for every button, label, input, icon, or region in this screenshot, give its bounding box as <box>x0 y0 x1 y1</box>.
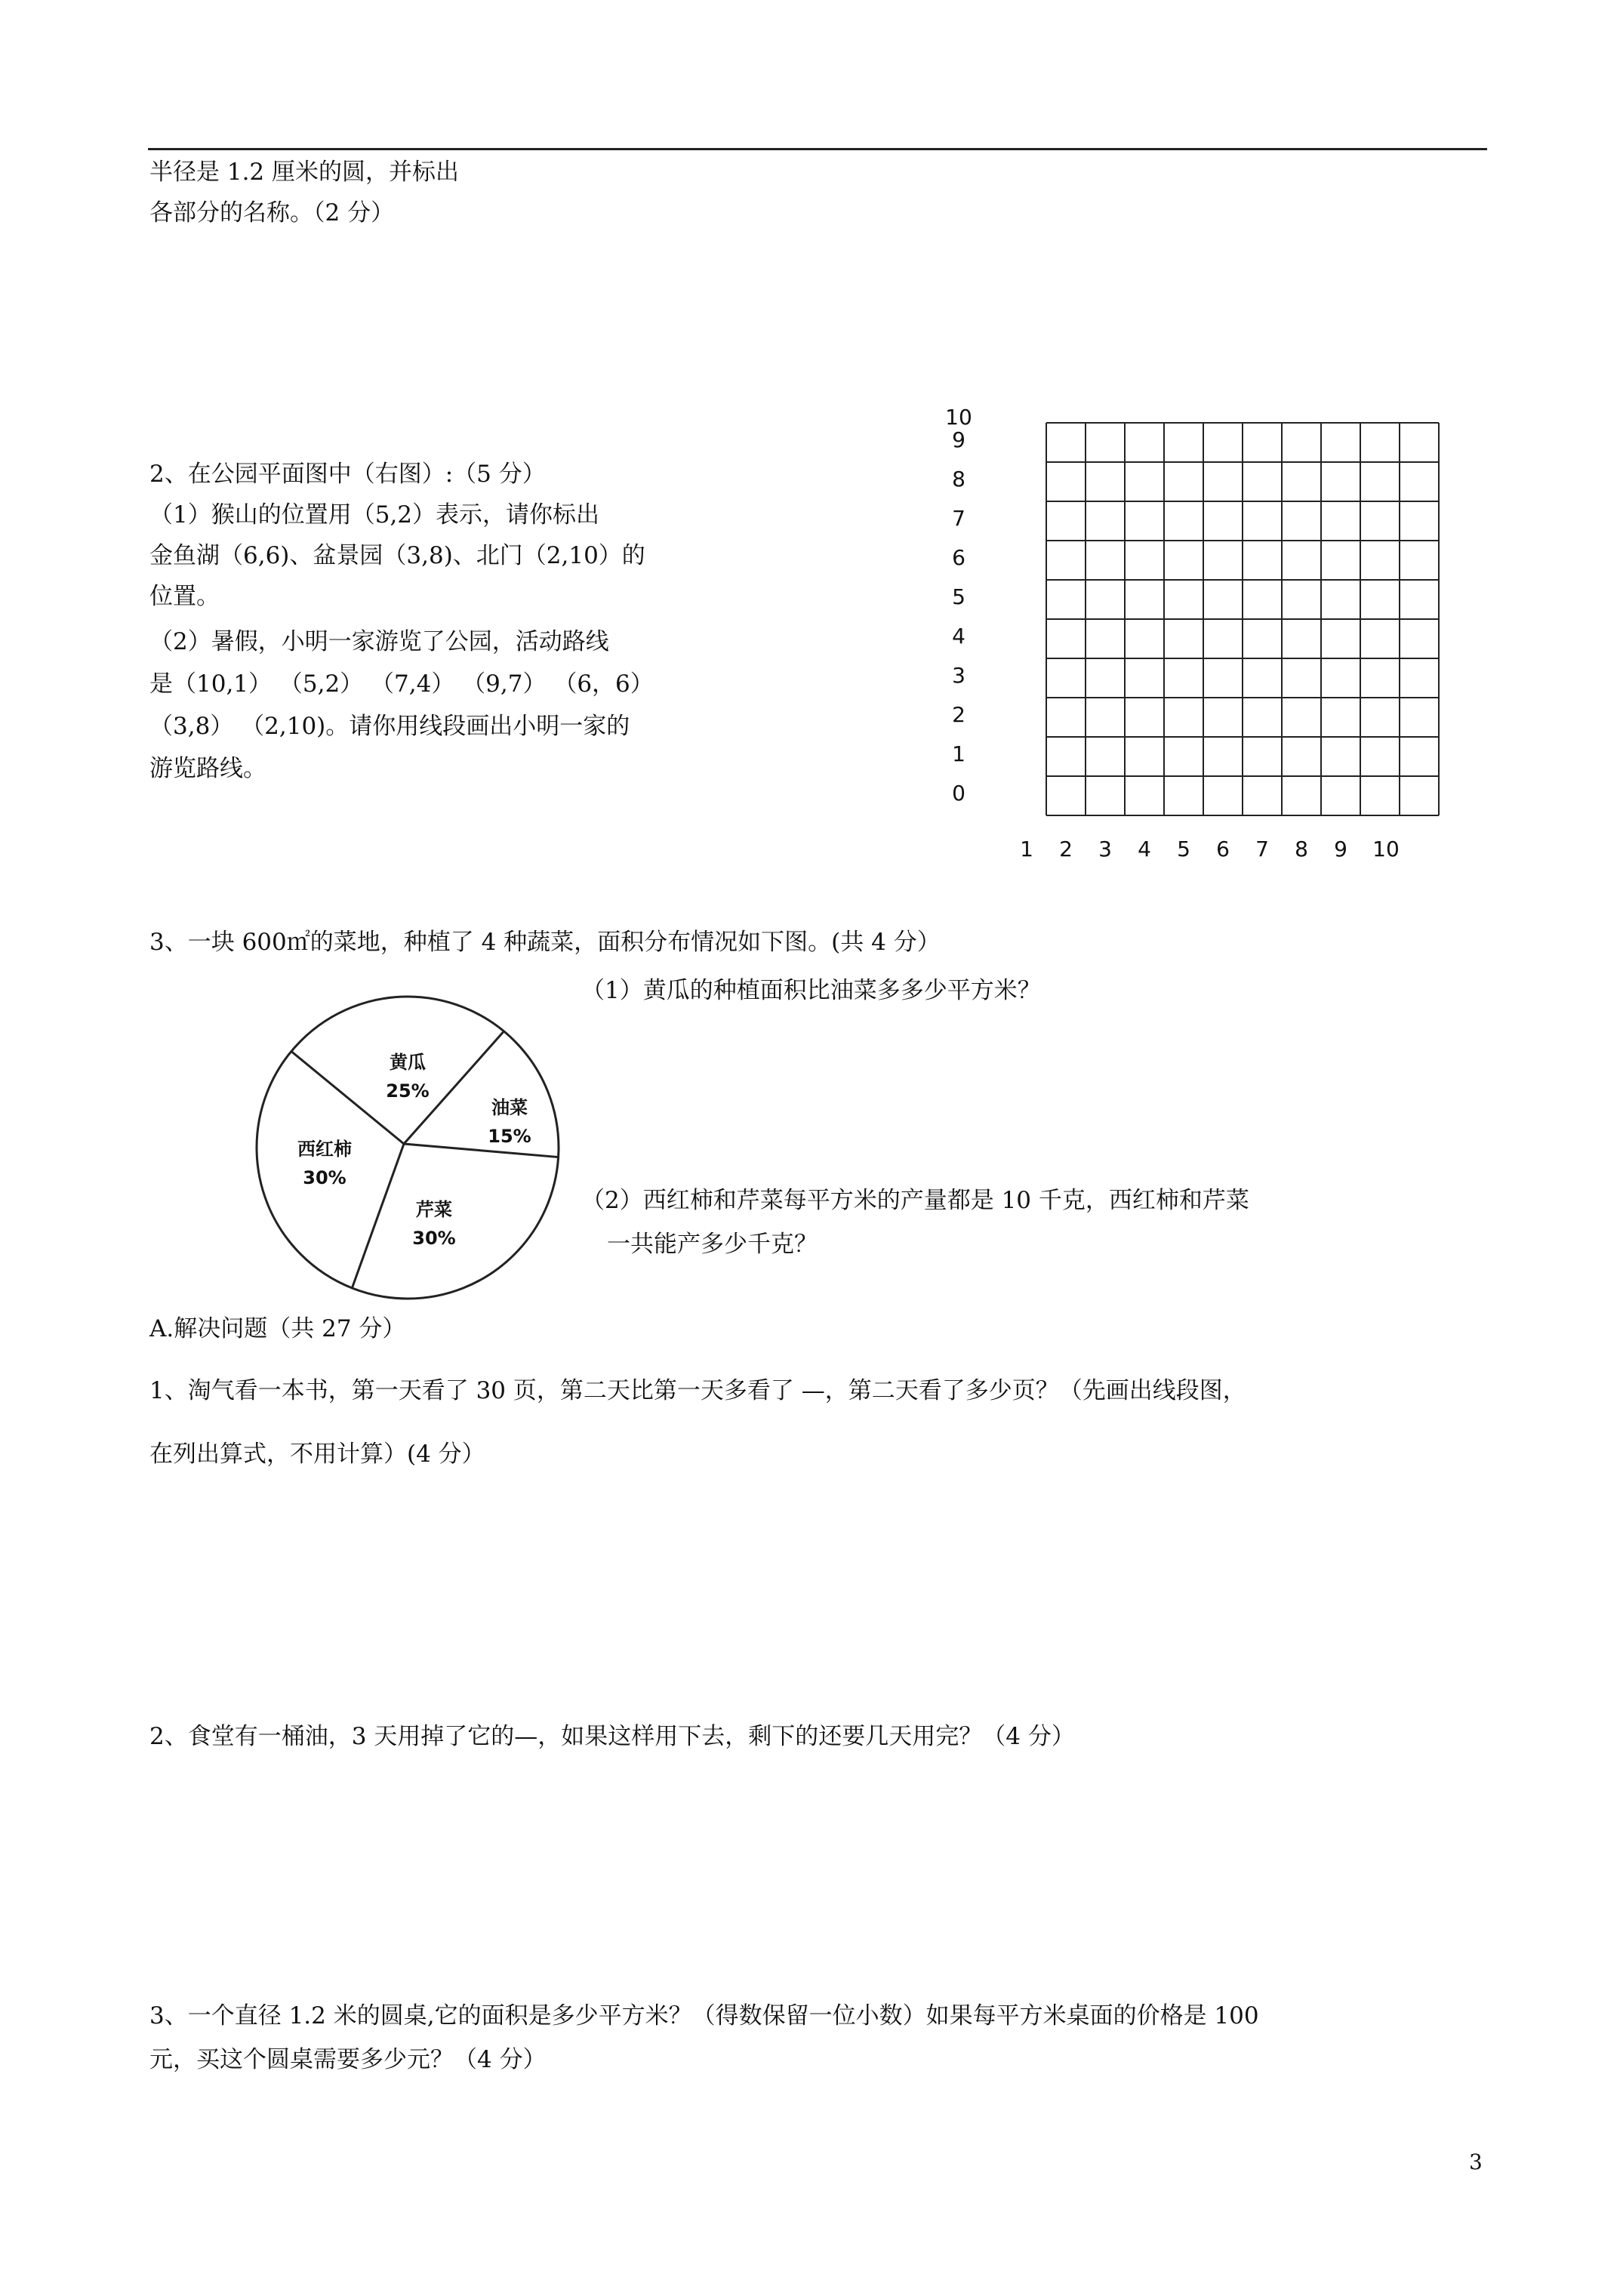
grid-x-label: 4 <box>1138 837 1151 861</box>
grid-y-label: 1 <box>952 741 965 766</box>
q1-line1: 半径是 1.2 厘米的圆，并标出 <box>149 159 460 186</box>
grid-x-label: 6 <box>1216 837 1230 861</box>
grid-y-label: 0 <box>952 781 965 806</box>
grid-y-label: 2 <box>952 702 965 727</box>
vegetable-area-pie-chart <box>249 989 566 1306</box>
pie-slice-label: 芹菜 <box>416 1199 452 1220</box>
pie-slice-label: 油菜 <box>491 1097 528 1118</box>
pie-slice-value: 30% <box>412 1228 456 1249</box>
pie-slice-value: 25% <box>386 1080 430 1102</box>
q2-line6: 是（10,1） （5,2） （7,4） （9,7） （6，6） <box>149 670 654 698</box>
q2-line7: （3,8） （2,10)。请你用线段画出小明一家的 <box>149 713 630 740</box>
grid-x-label: 5 <box>1177 837 1190 861</box>
q2-line3: 金鱼湖（6,6)、盆景园（3,8)、北门（2,10）的 <box>149 542 645 569</box>
pie-slice-value: 30% <box>303 1167 346 1188</box>
q3-sub2-line1: （2）西红柿和芹菜每平方米的产量都是 10 千克，西红柿和芹菜 <box>581 1187 1249 1214</box>
grid-x-label: 7 <box>1255 837 1269 861</box>
grid-y-label: 5 <box>952 584 965 609</box>
grid-x-label: 1 <box>1020 837 1033 861</box>
q2-line2: （1）猴山的位置用（5,2）表示，请你标出 <box>149 501 600 529</box>
q3-intro: 3、一块 600㎡的菜地，种植了 4 种蔬菜，面积分布情况如下图。(共 4 分） <box>149 929 941 956</box>
grid-y-label: 4 <box>952 624 965 649</box>
q2-line5: （2）暑假，小明一家游览了公园，活动路线 <box>149 628 609 655</box>
q2-title: 2、在公园平面图中（右图）:（5 分） <box>149 461 546 488</box>
pie-slice-label: 黄瓜 <box>390 1052 426 1073</box>
q3-sub1: （1）黄瓜的种植面积比油菜多多少平方米？ <box>581 977 1041 1004</box>
pie-slice-value: 15% <box>488 1126 531 1147</box>
q2-line4: 位置。 <box>149 583 220 610</box>
park-coordinate-grid <box>929 400 1457 868</box>
grid-y-label: 6 <box>952 545 965 570</box>
grid-y-label: 7 <box>952 506 965 531</box>
pie-slice-label: 西红柿 <box>297 1139 352 1160</box>
section-a-p3-line2: 元，买这个圆桌需要多少元？（4 分） <box>149 2046 547 2073</box>
q3-sub2-line2: 一共能产多少千克？ <box>607 1231 818 1258</box>
grid-y-label: 10 <box>945 405 972 430</box>
section-a-p2: 2、食堂有一桶油，3 天用掉了它的—，如果这样用下去，剩下的还要几天用完？（4 分） <box>149 1723 1075 1750</box>
section-a-p3-line1: 3、一个直径 1.2 米的圆桌,它的面积是多少平方米？（得数保留一位小数）如果每平方米桌面的价格是 100 <box>149 2002 1259 2029</box>
grid-y-label: 3 <box>952 663 965 688</box>
grid-x-label: 8 <box>1295 837 1308 861</box>
grid-y-label: 8 <box>952 467 965 492</box>
grid-y-label: 9 <box>952 427 965 452</box>
grid-x-label: 3 <box>1098 837 1112 861</box>
section-a-p1-line2: 在列出算式，不用计算）(4 分） <box>149 1441 485 1468</box>
section-a-title: A.解决问题（共 27 分） <box>149 1315 406 1342</box>
q2-line8: 游览路线。 <box>149 755 266 782</box>
page-number: 3 <box>1469 2150 1483 2174</box>
grid-x-label: 9 <box>1334 837 1347 861</box>
grid-x-label: 2 <box>1059 837 1073 861</box>
q1-line2: 各部分的名称。（2 分） <box>149 199 395 227</box>
section-a-p1-line1: 1、淘气看一本书，第一天看了 30 页，第二天比第一天多看了 —，第二天看了多少页？（先画出线段图， <box>149 1377 1246 1404</box>
header-rule <box>148 148 1487 150</box>
grid-x-label: 10 <box>1372 837 1400 861</box>
